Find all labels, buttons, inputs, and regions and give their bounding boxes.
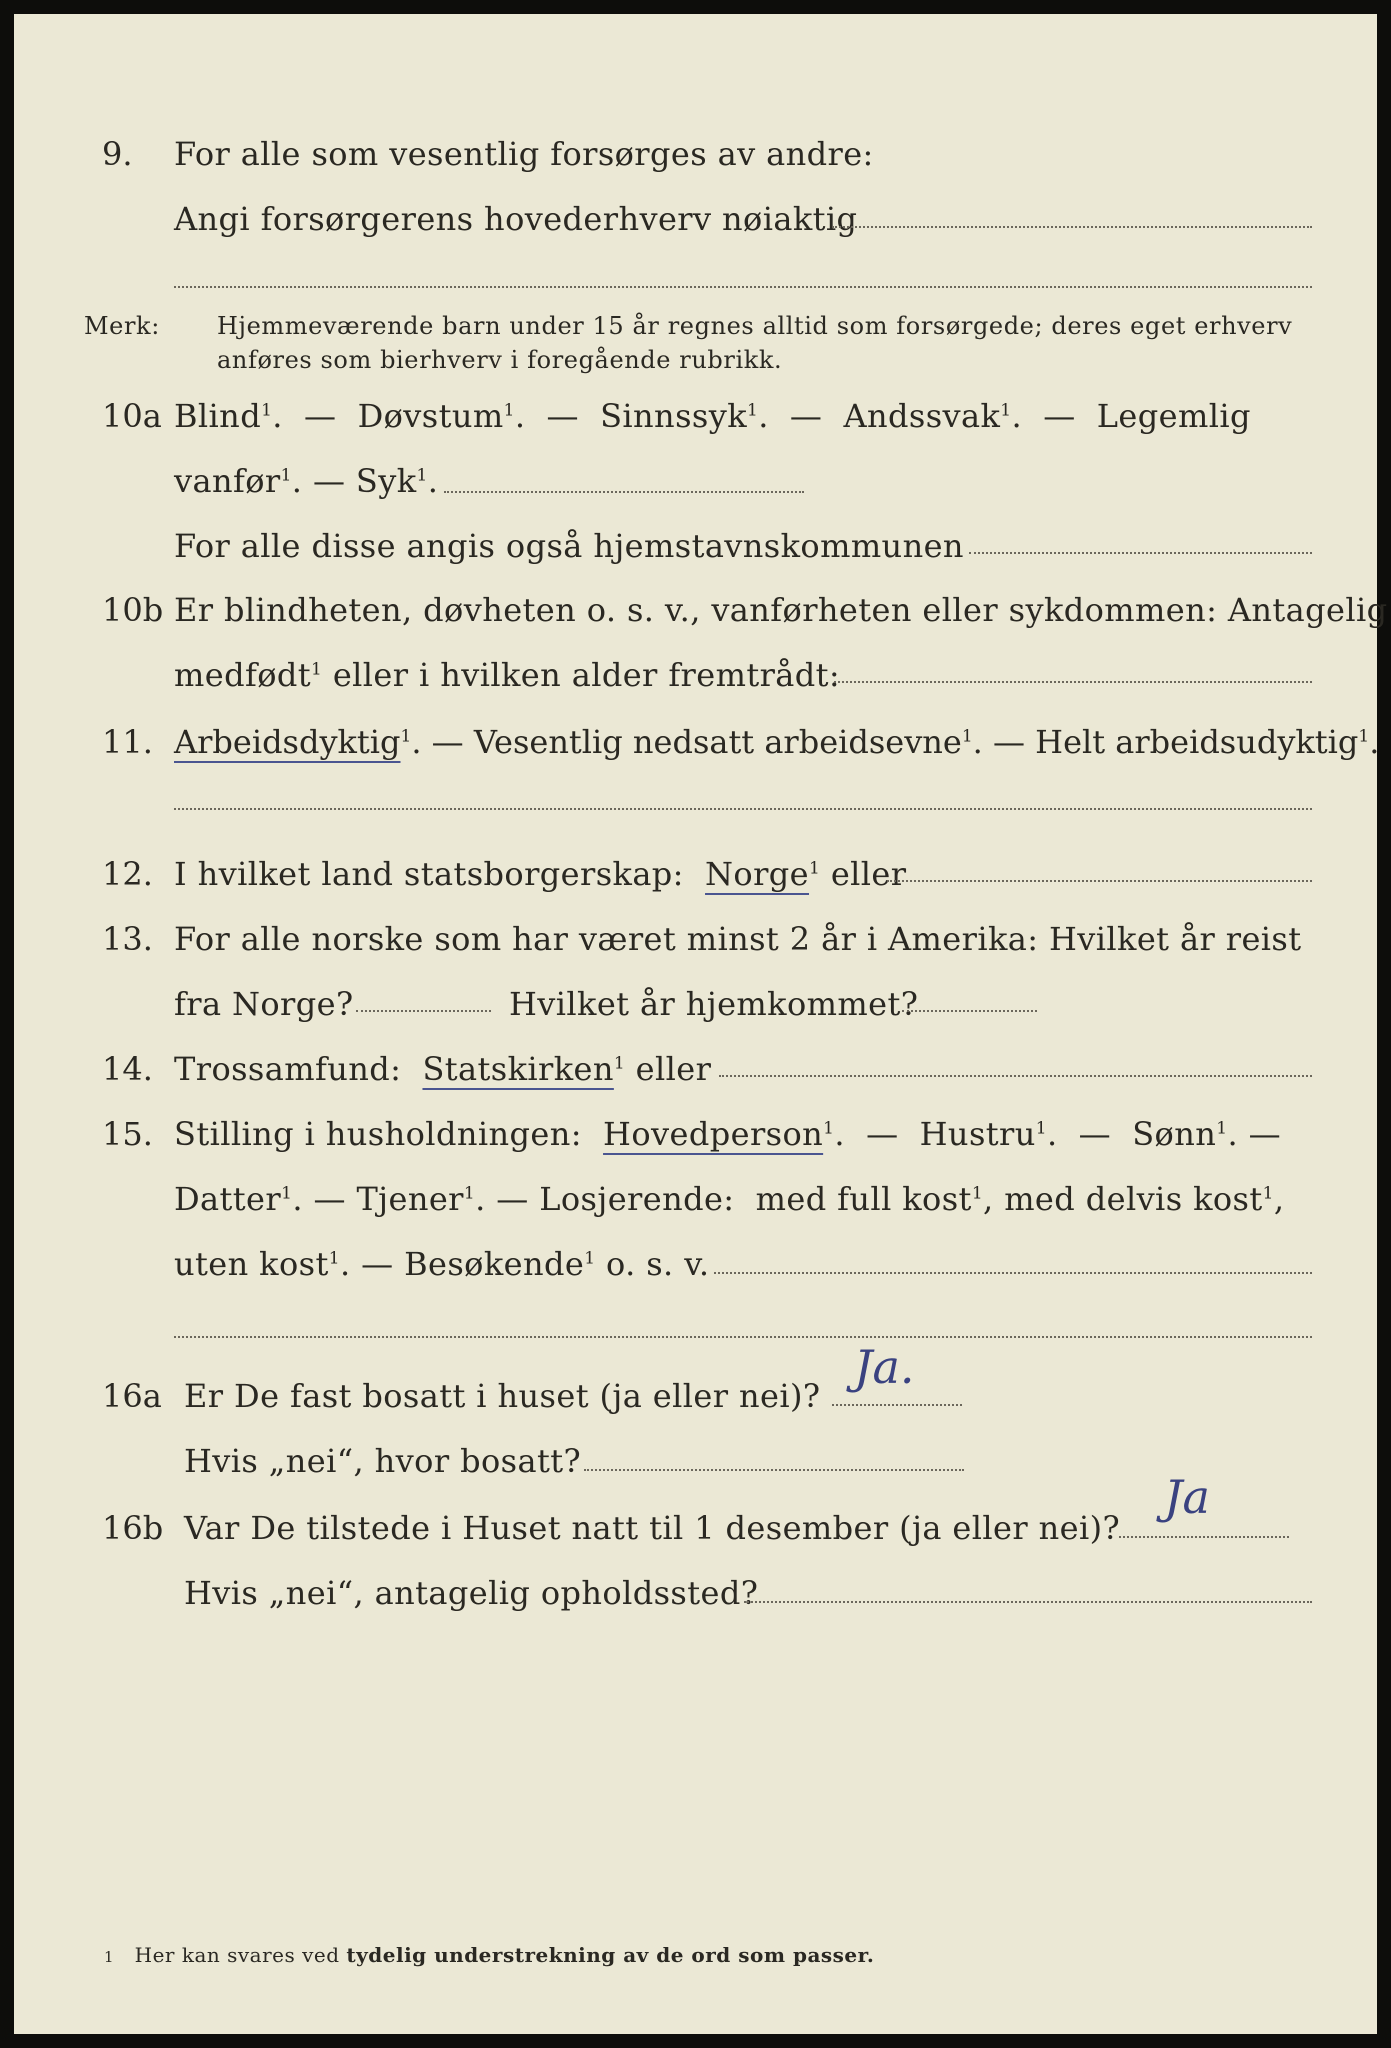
merk-line-1: Hjemmeværende barn under 15 år regnes alltid som forsørgede; deres eget erhverv: [217, 312, 1293, 340]
option-andssvak: Andssvak: [843, 397, 1001, 435]
q14-line: Trossamfund: Statskirken$^1$ eller: [174, 1050, 712, 1088]
q10a-answer-line: [444, 491, 804, 493]
q14-answer-line: [719, 1075, 1312, 1077]
q12-answer-line: [887, 880, 1312, 882]
q16b-followup: Hvis „nei“, antagelig opholdssted?: [184, 1574, 759, 1612]
q15-line-1: Stilling i husholdningen: Hovedperson$^1$. — Hustru$^1$. — Sønn$^1$. —: [174, 1115, 1281, 1153]
q9-prompt: Angi forsørgerens hovederhverv nøiaktig: [174, 200, 858, 238]
q16a-followup-line: [584, 1469, 964, 1471]
q13-hjemkommet-line: [902, 1010, 1037, 1012]
q16b-question: Var De tilstede i Huset natt til 1 desember (ja eller nei)?: [184, 1509, 1121, 1547]
q11-options: Arbeidsdyktig$^1$. — Vesentlig nedsatt arbeidsevne$^1$. — Helt arbeidsudyktig$^1$.: [174, 723, 1380, 761]
q15-number: 15.: [102, 1115, 153, 1153]
q16a-followup: Hvis „nei“, hvor bosatt?: [184, 1442, 582, 1480]
option-syk: Syk: [355, 462, 417, 500]
q9-title: For alle som vesentlig forsørges av andre:: [174, 135, 874, 173]
q11-number: 11.: [102, 723, 153, 761]
census-form-page: [14, 14, 1388, 2034]
q16a-answer-line: [832, 1404, 962, 1406]
option-legemlig: Legemlig: [1096, 397, 1251, 435]
q12-line: I hvilket land statsborgerskap: Norge$^1$ eller: [174, 855, 907, 893]
q15-line-3: uten kost$^1$. — Besøkende$^1$ o. s. v.: [174, 1245, 710, 1283]
q16a-number: 16a: [102, 1377, 162, 1415]
q16a-handwritten-answer: Ja.: [854, 1340, 915, 1394]
q10b-number: 10b: [102, 591, 164, 629]
footnote: 1 Her kan svares ved tydelig understrekning av de ord som passer.: [104, 1943, 875, 1967]
q10b-answer-line: [834, 681, 1312, 683]
q9-answer-line: [832, 226, 1312, 228]
q12-number: 12.: [102, 855, 153, 893]
q10a-line-1: Blind$^1$. — Døvstum$^1$. — Sinnssyk$^1$. — Andssvak$^1$. — Legemlig: [174, 397, 1251, 435]
q10a-number: 10a: [102, 397, 162, 435]
option-statskirken-selected: Statskirken: [422, 1050, 614, 1088]
option-hovedperson-selected: Hovedperson: [603, 1115, 824, 1153]
q15-line-2: Datter$^1$. — Tjener$^1$. — Losjerende: med full kost$^1$, med delvis kost$^1$,: [174, 1180, 1285, 1218]
q13-reist: fra Norge?: [174, 985, 354, 1023]
option-dovstum: Døvstum: [357, 397, 504, 435]
q16b-number: 16b: [102, 1509, 164, 1547]
q10b-line-1: Er blindheten, døvheten o. s. v., vanførheten eller sykdommen: Antagelig: [174, 591, 1388, 629]
q16b-answer-line: [1119, 1536, 1289, 1538]
q13-line-1: For alle norske som har været minst 2 år i Amerika: Hvilket år reist: [174, 920, 1302, 958]
q9-number: 9.: [102, 135, 133, 173]
q15-answer-line-2: [174, 1336, 1312, 1338]
q16b-handwritten-answer: Ja: [1164, 1470, 1210, 1524]
option-arbeidsdyktig-selected: Arbeidsdyktig: [174, 723, 401, 761]
option-blind: Blind: [174, 397, 262, 435]
q9-answer-line-2: [174, 286, 1312, 288]
option-sinnssyk: Sinnssyk: [600, 397, 747, 435]
q13-hjemkommet: Hvilket år hjemkommet?: [509, 985, 919, 1023]
merk-line-2: anføres som bierhverv i foregående rubrikk.: [217, 346, 783, 374]
q16b-followup-line: [744, 1601, 1312, 1603]
q15-answer-line: [714, 1272, 1312, 1274]
option-norge-selected: Norge: [705, 855, 810, 893]
option-vanfor: vanfør: [174, 462, 281, 500]
q13-number: 13.: [102, 920, 153, 958]
q14-number: 14.: [102, 1050, 153, 1088]
merk-label: Merk:: [84, 312, 160, 340]
q10a-hjemstavn: For alle disse angis også hjemstavnskommunen: [174, 527, 964, 565]
option-nedsatt: Vesentlig nedsatt arbeidsevne: [473, 723, 962, 761]
option-udyktig: Helt arbeidsudyktig: [1035, 723, 1359, 761]
q10a-line-2: vanfør$^1$. — Syk$^1$.: [174, 462, 439, 500]
q13-reist-line: [356, 1010, 491, 1012]
q11-answer-line: [174, 808, 1312, 810]
q16a-question: Er De fast bosatt i huset (ja eller nei)?: [184, 1377, 821, 1415]
q10b-line-2: medfødt$^1$ eller i hvilken alder fremtrådt:: [174, 656, 841, 694]
q10a-hjemstavn-line: [969, 552, 1312, 554]
